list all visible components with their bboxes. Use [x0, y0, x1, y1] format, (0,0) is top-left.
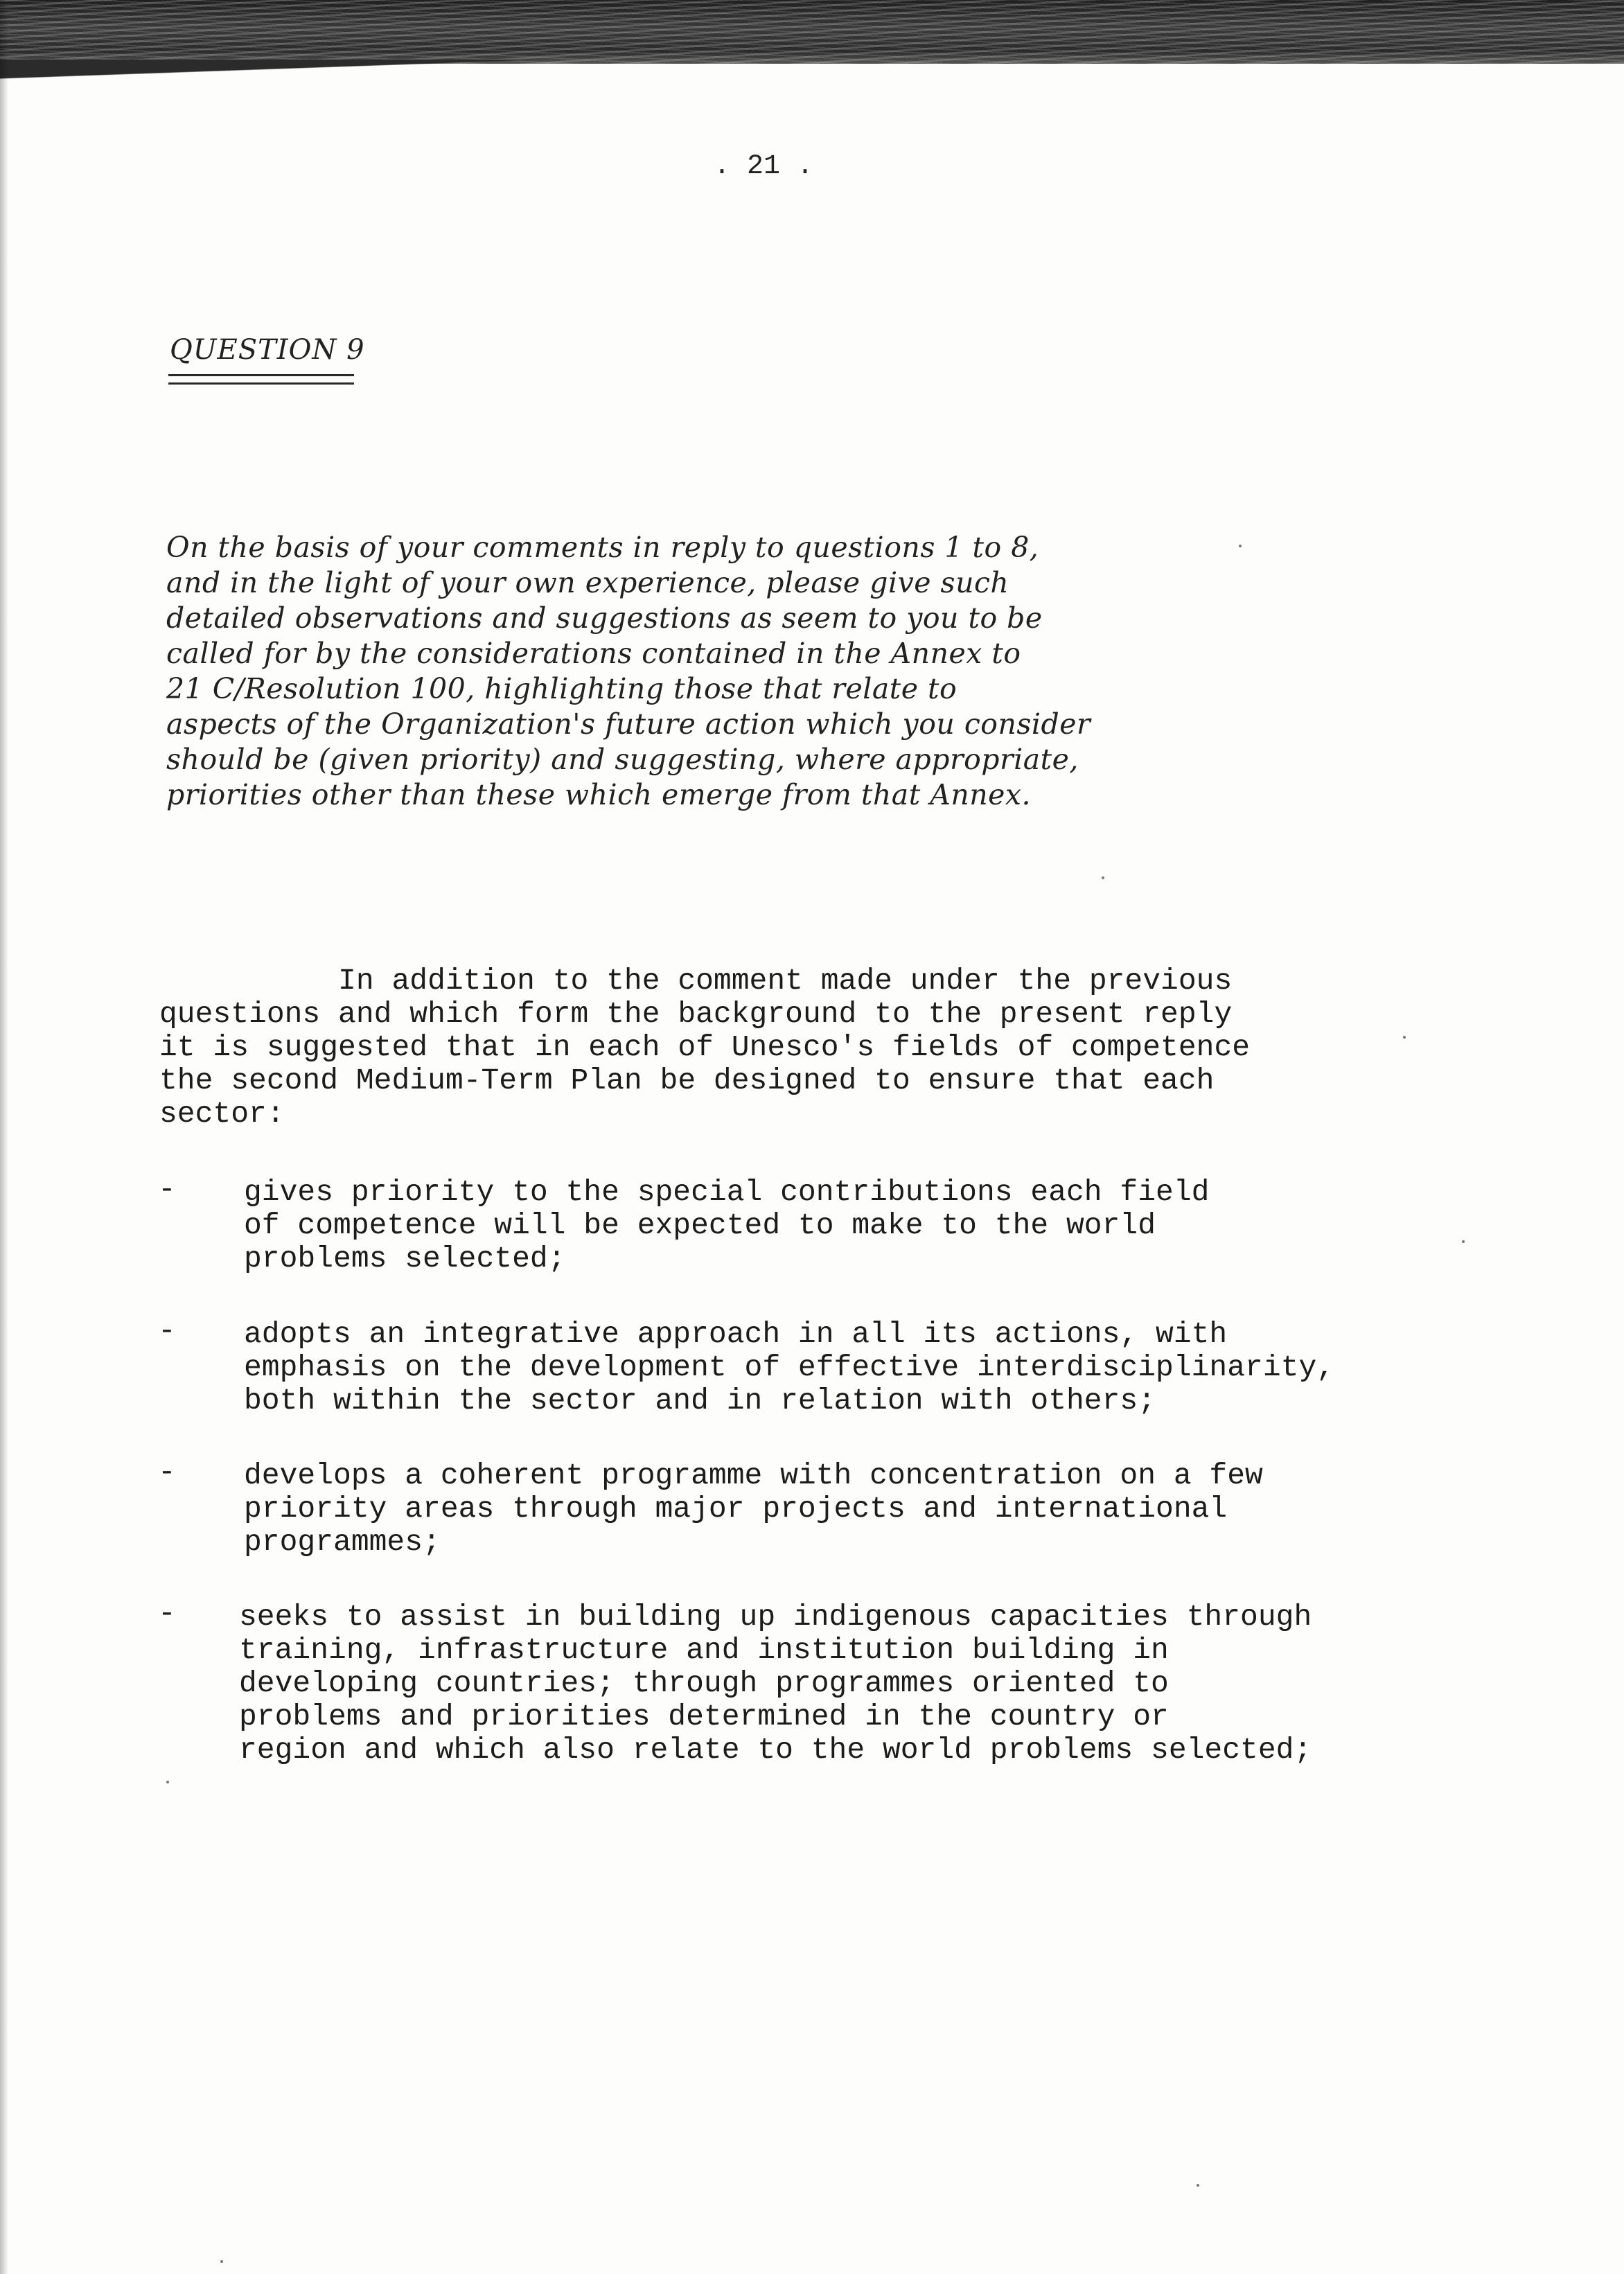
scan-speck	[1403, 1036, 1406, 1039]
scan-speck	[1102, 876, 1104, 879]
heading-underline-second	[168, 382, 354, 385]
scan-speck	[1239, 545, 1242, 547]
bullet-line: priority areas through major projects and international	[244, 1492, 1228, 1526]
scan-speck	[166, 1781, 169, 1783]
scan-left-shadow	[0, 0, 8, 2274]
question-line: and in the light of your own experience, please give such	[166, 566, 1009, 599]
bullet-line: develops a coherent programme with concentration on a few	[244, 1458, 1263, 1492]
scan-top-shadow	[0, 60, 1624, 96]
bullet-line: emphasis on the development of effective interdisciplinarity,	[244, 1350, 1335, 1384]
scan-speck	[1462, 1240, 1465, 1243]
reply-line: In addition to the comment made under the previous	[159, 964, 1233, 998]
bullet-dash: -	[158, 1172, 176, 1206]
bullet-line: problems selected;	[244, 1242, 566, 1276]
bullet-dash: -	[158, 1455, 176, 1489]
bullet-dash: -	[158, 1596, 176, 1630]
scan-speck	[1197, 2184, 1199, 2187]
question-line: On the basis of your comments in reply to questions 1 to 8,	[166, 531, 1039, 564]
bullet-line: training, infrastructure and institution building in	[239, 1633, 1169, 1667]
reply-line: the second Medium-Term Plan be designed to ensure that each	[159, 1064, 1215, 1098]
bullet-line: programmes;	[244, 1525, 441, 1559]
question-line: aspects of the Organization's future action which you consider	[166, 707, 1091, 741]
reply-line: it is suggested that in each of Unesco's fields of competence	[159, 1030, 1251, 1064]
scan-top-edge	[0, 0, 1624, 64]
question-line: 21 C/Resolution 100, highlighting those that relate to	[166, 672, 957, 705]
bullet-line: seeks to assist in building up indigenous capacities through	[239, 1600, 1312, 1634]
bullet-line: of competence will be expected to make to the world	[244, 1208, 1156, 1242]
bullet-line: both within the sector and in relation with others;	[244, 1384, 1156, 1418]
question-heading: QUESTION 9	[170, 334, 365, 366]
question-line: called for by the considerations contained in the Annex to	[166, 637, 1021, 670]
bullet-line: problems and priorities determined in the country or	[239, 1700, 1169, 1734]
page-number: . 21 .	[714, 151, 814, 182]
bullet-line: adopts an integrative approach in all its actions, with	[244, 1317, 1228, 1351]
bullet-line: gives priority to the special contributions each field	[244, 1175, 1210, 1209]
bullet-dash: -	[158, 1314, 176, 1348]
bullet-line: developing countries; through programmes oriented to	[239, 1666, 1169, 1700]
question-line: detailed observations and suggestions as seem to you to be	[166, 601, 1043, 635]
scan-speck	[220, 2260, 223, 2263]
question-line: should be (given priority) and suggesting, where appropriate,	[166, 743, 1079, 776]
question-line: priorities other than these which emerge from that Annex.	[166, 778, 1032, 811]
heading-underline	[168, 374, 354, 376]
reply-line: questions and which form the background to the present reply	[159, 997, 1233, 1031]
bullet-line: region and which also relate to the world problems selected;	[239, 1733, 1312, 1767]
reply-line: sector:	[159, 1097, 285, 1131]
